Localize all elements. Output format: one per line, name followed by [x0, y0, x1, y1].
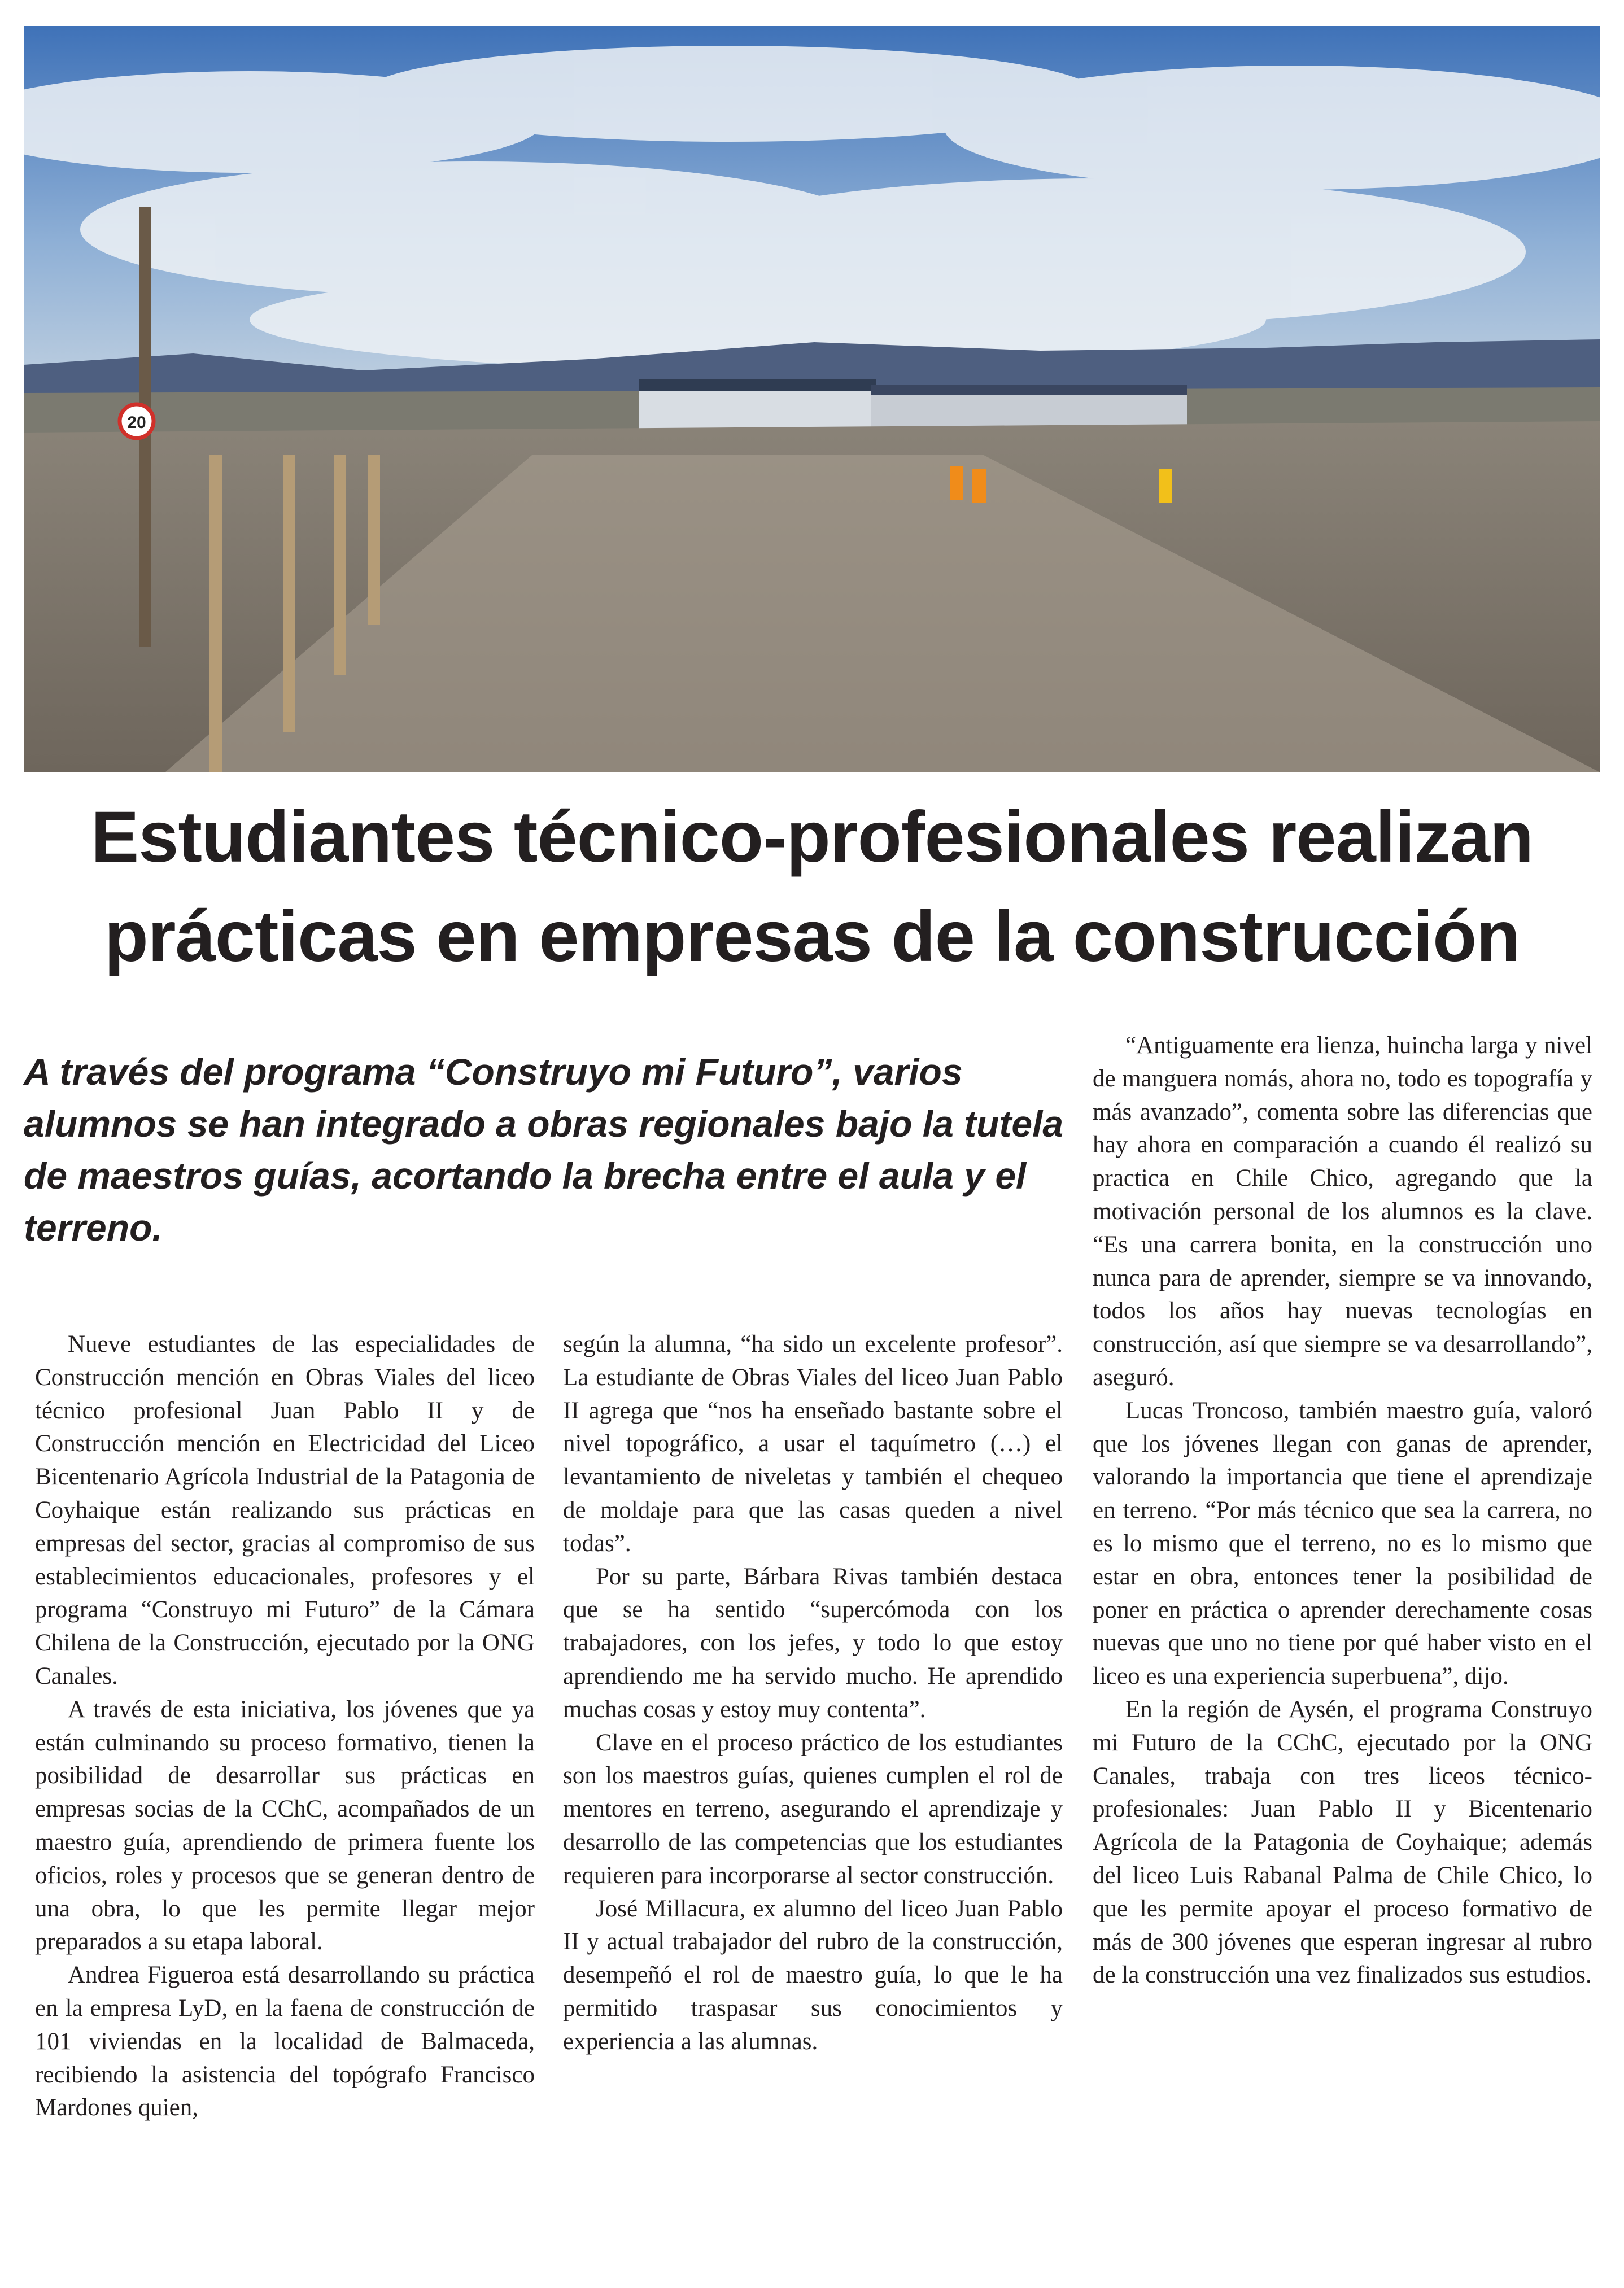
paragraph: según la alumna, “ha sido un excelente profesor”. La estudiante de Obras Viales del liceo Juan Pablo II agrega que “nos ha enseñado bastante sobre el nivel topográfico, a usar el taquímetro (…) el levantamiento de niveletas y también el chequeo de moldaje para que las casas queden a nivel todas”.: [563, 1331, 1063, 1557]
article-column-1: [35, 1328, 535, 2125]
construction-site-photo: [24, 26, 1600, 772]
headline-line-2: prácticas en empresas de la construcción: [104, 896, 1520, 977]
paragraph: Nueve estudiantes de las especialidades de Construcción mención en Obras Viales del liceo técnico profesional Juan Pablo II y de Construcción mención en Electricidad del Liceo Bicentenario Agrícola Industrial de la Patagonia de Coyhaique están realizando sus prácticas en empresas del sector, gracias al compromiso de sus establecimientos educacionales, profesores y el programa “Construyo mi Futuro” de la Cámara Chilena de la Construcción, ejecutado por la ONG Canales.: [35, 1331, 535, 1689]
article-deck: A través del programa “Construyo mi Futuro”, varios alumnos se han integrado a obras regionales bajo la tutela de maestros guías, acortando la brecha entre el aula y el terreno.: [24, 1051, 1064, 1248]
photo-illustration: [24, 26, 1600, 772]
paragraph: Clave en el proceso práctico de los estudiantes son los maestros guías, quienes cumplen el rol de mentores en terreno, asegurando el aprendizaje y desarrollo de las competencias que los estudiantes requieren para incorporarse al sector construcción.: [563, 1729, 1063, 1889]
paragraph: Andrea Figueroa está desarrollando su práctica en la empresa LyD, en la faena de construcción de 101 viviendas en la localidad de Balmaceda, recibiendo la asistencia del topógrafo Francisco Mardones quien,: [35, 1962, 535, 2121]
headline-line-1: Estudiantes técnico-profesionales realizan: [90, 797, 1534, 877]
article-headline: [24, 788, 1600, 986]
paragraph: Lucas Troncoso, también maestro guía, valoró que los jóvenes llegan con ganas de aprender, valorando la importancia que tiene el aprendizaje en terreno. “Por más técnico que sea la carrera, no es lo mismo que el terreno, no es lo mismo que estar en obra, entonces tener la posibilidad de poner en práctica o aprender derechamente cosas nuevas que uno no tiene por qué haber visto en el liceo es una experiencia superbuena”, dijo.: [1093, 1397, 1592, 1690]
article-column-3: [1093, 1029, 1592, 1992]
speed-sign: 20: [127, 413, 146, 432]
paragraph: “Antiguamente era lienza, huincha larga y nivel de manguera nomás, ahora no, todo es topografía y más avanzado”, comenta sobre las diferencias que hay ahora en comparación a cuando él realizó su practica en Chile Chico, agregando que la motivación personal de los alumnos es la clave. “Es una carrera bonita, en la construcción uno nunca para de aprender, siempre se va innovando, todos los años hay nuevas tecnologías en construcción, así que siempre se va desarrollando”, aseguró.: [1093, 1032, 1592, 1391]
paragraph: José Millacura, ex alumno del liceo Juan Pablo II y actual trabajador del rubro de la construcción, desempeñó el rol de maestro guía, lo que le ha permitido traspasar sus conocimientos y experiencia a las alumnas.: [563, 1895, 1063, 2055]
paragraph: A través de esta iniciativa, los jóvenes que ya están culminando su proceso formativo, tienen la posibilidad de desarrollar sus prácticas en empresas socias de la CChC, acompañados de un maestro guía, aprendiendo de primera fuente los oficios, roles y procesos que se generan dentro de una obra, lo que les permite llegar mejor preparados a su etapa laboral.: [35, 1696, 535, 1955]
paragraph: Por su parte, Bárbara Rivas también destaca que se ha sentido “supercómoda con los trabajadores, con los jefes, y todo lo que estoy aprendiendo me ha servido mucho. He aprendido muchas cosas y estoy muy contenta”.: [563, 1563, 1063, 1723]
paragraph: En la región de Aysén, el programa Construyo mi Futuro de la CChC, ejecutado por la ONG Canales, trabaja con tres liceos técnico-profesionales: Juan Pablo II y Bicentenario Agrícola de la Patagonia de Coyhaique; además del liceo Luis Rabanal Palma de Chile Chico, lo que les permite apoyar el proceso formativo de más de 300 jóvenes que esperan ingresar al rubro de la construcción una vez finalizados sus estudios.: [1093, 1696, 1592, 1989]
article-column-2: [563, 1328, 1063, 2059]
